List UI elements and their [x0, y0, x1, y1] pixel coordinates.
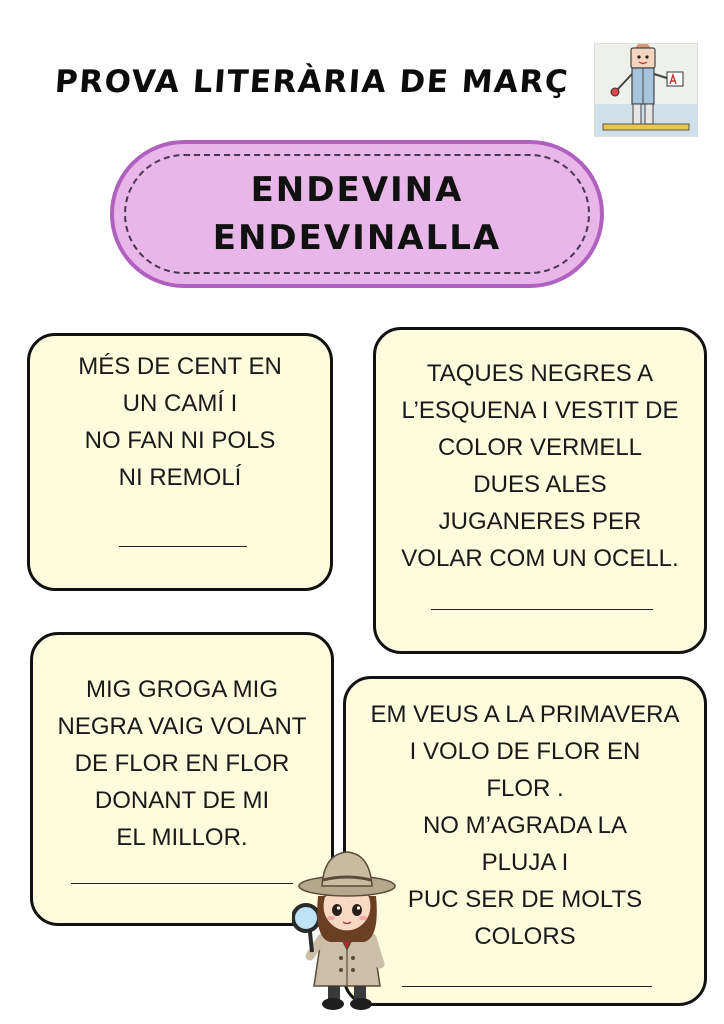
pencil-character-logo	[594, 43, 698, 137]
riddle-line: DONANT DE MI	[94, 787, 270, 814]
detective-girl-icon	[292, 846, 402, 1012]
riddle-card-2	[373, 327, 707, 654]
answer-line-2[interactable]	[431, 609, 653, 610]
riddle-line: NI REMOLÍ	[118, 464, 242, 491]
riddle-line: NO M’AGRADA LA	[422, 812, 628, 839]
riddle-line: PUC SER DE MOLTS	[407, 886, 643, 913]
riddle-line: VOLAR COM UN OCELL.	[401, 545, 679, 572]
banner-title	[114, 166, 600, 262]
riddle-line: DE FLOR EN FLOR	[74, 750, 290, 777]
banner-line-1: ENDEVINA	[250, 170, 464, 210]
riddle-card-1	[27, 333, 333, 591]
pencil-character-icon	[595, 44, 697, 136]
banner-line-2: ENDEVINALLA	[212, 218, 502, 258]
riddle-line: I VOLO DE FLOR EN	[409, 738, 641, 765]
riddle-line: L’ESQUENA I VESTIT DE	[401, 397, 679, 424]
riddle-line: PLUJA I	[481, 849, 569, 876]
riddle-line: FLOR .	[486, 775, 564, 802]
riddle-line: JUGANERES PER	[438, 508, 642, 535]
riddle-card-3	[30, 632, 334, 926]
answer-line-1[interactable]	[119, 546, 247, 547]
page-title: PROVA LITERÀRIA DE MARÇ	[53, 64, 571, 100]
detective-mascot	[292, 846, 402, 1012]
riddle-line: TAQUES NEGRES A	[426, 360, 654, 387]
riddle-line: EL MILLOR.	[116, 824, 248, 851]
answer-line-4[interactable]	[402, 986, 652, 987]
title-banner	[110, 140, 604, 288]
riddle-line: DUES ALES	[473, 471, 607, 498]
riddle-line: NEGRA VAIG VOLANT	[57, 713, 307, 740]
riddle-text-3	[33, 671, 331, 856]
riddle-text-1	[30, 348, 330, 496]
riddle-line: NO FAN NI POLS	[84, 427, 276, 454]
riddle-line: COLORS	[474, 923, 576, 950]
riddle-line: MIG GROGA MIG	[85, 676, 278, 703]
riddle-line: COLOR VERMELL	[437, 434, 643, 461]
riddle-line: UN CAMÍ I	[122, 390, 238, 417]
answer-line-3[interactable]	[71, 883, 293, 884]
riddle-line: EM VEUS A LA PRIMAVERA	[370, 701, 680, 728]
riddle-line: MÉS DE CENT EN	[78, 353, 282, 380]
riddle-text-2	[376, 355, 704, 577]
